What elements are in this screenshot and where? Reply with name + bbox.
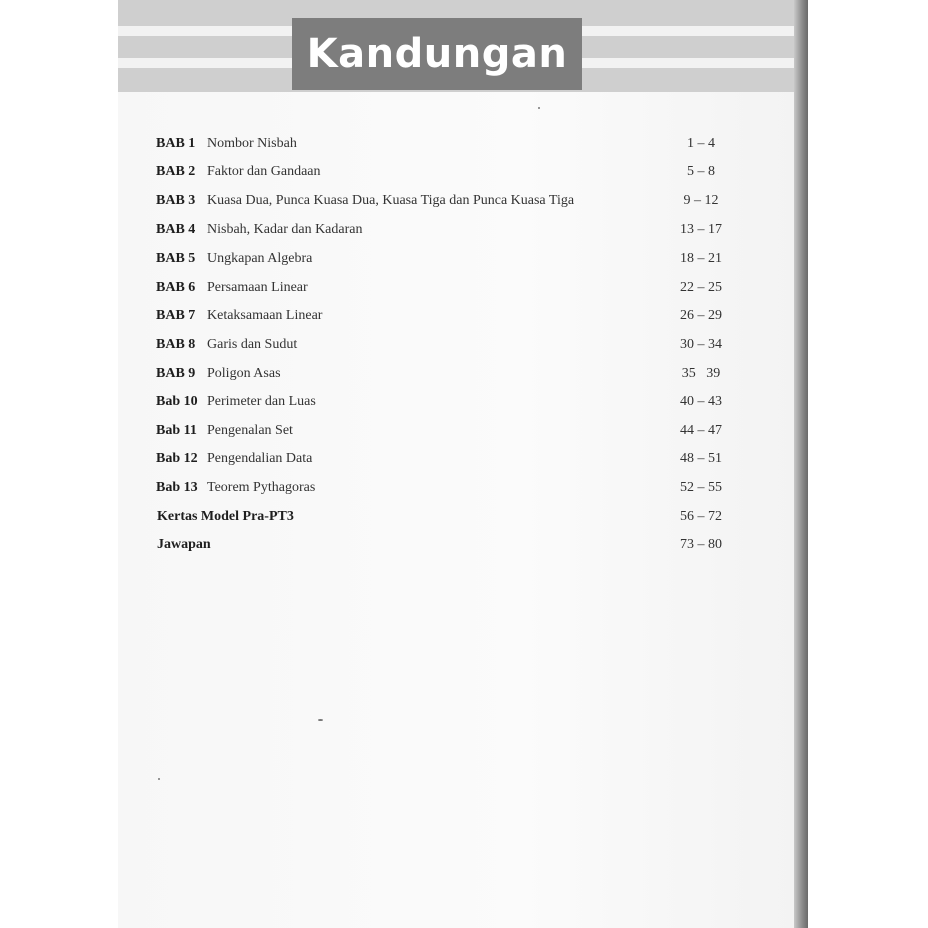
chapter-title: Teorem Pythagoras — [207, 480, 316, 495]
page-range: 48 – 51 — [680, 451, 722, 466]
chapter-title: Garis dan Sudut — [207, 337, 298, 352]
chapter-number: BAB 8 — [156, 337, 196, 352]
chapter-number: Bab 11 — [156, 423, 197, 438]
toc-row — [156, 277, 736, 299]
chapter-number: Bab 12 — [156, 451, 198, 466]
toc-row — [156, 133, 736, 155]
chapter-title: Persamaan Linear — [207, 280, 308, 295]
toc-row — [156, 363, 736, 385]
page-range: 9 – 12 — [683, 193, 719, 208]
page-range: 30 – 34 — [680, 337, 722, 352]
toc-row — [156, 477, 736, 499]
chapter-title: Ketaksamaan Linear — [207, 308, 323, 323]
chapter-title: Perimeter dan Luas — [207, 394, 316, 409]
toc-row — [156, 334, 736, 356]
toc-row — [156, 190, 736, 212]
toc-row — [156, 161, 736, 183]
chapter-title: Poligon Asas — [207, 366, 281, 381]
scan-speck — [158, 778, 160, 780]
page-range: 18 – 21 — [680, 251, 722, 266]
page-range: 13 – 17 — [680, 222, 722, 237]
chapter-number: BAB 9 — [156, 366, 196, 381]
page-range: 1 – 4 — [687, 136, 715, 151]
title-box — [292, 18, 582, 90]
page-range: 22 – 25 — [680, 280, 722, 295]
chapter-title: Ungkapan Algebra — [207, 251, 313, 266]
section-title: Jawapan — [157, 537, 211, 552]
chapter-title: Pengendalian Data — [207, 451, 313, 466]
toc-row — [156, 391, 736, 413]
chapter-number: Bab 10 — [156, 394, 198, 409]
chapter-number: BAB 7 — [156, 308, 196, 323]
scan-speck — [318, 719, 323, 721]
chapter-number: Bab 13 — [156, 480, 198, 495]
scan-speck — [538, 107, 540, 109]
page-range: 73 – 80 — [680, 537, 722, 552]
page-range: 44 – 47 — [680, 423, 722, 438]
page-range: 56 – 72 — [680, 509, 722, 524]
page-title: Kandungan — [306, 31, 568, 77]
section-title: Kertas Model Pra-PT3 — [157, 509, 294, 524]
page-range: 52 – 55 — [680, 480, 722, 495]
page-range: 40 – 43 — [680, 394, 722, 409]
page-range: 35 39 — [681, 366, 721, 381]
toc-row — [156, 305, 736, 327]
chapter-number: BAB 5 — [156, 251, 196, 266]
chapter-number: BAB 6 — [156, 280, 196, 295]
chapter-title: Kuasa Dua, Punca Kuasa Dua, Kuasa Tiga dan Punca Kuasa Tiga — [207, 193, 575, 208]
toc-row — [156, 219, 736, 241]
toc-row — [156, 248, 736, 270]
toc-row — [156, 506, 736, 528]
scan-background-left — [0, 0, 118, 928]
chapter-number: BAB 1 — [156, 136, 196, 151]
toc-row — [156, 534, 736, 556]
chapter-number: BAB 3 — [156, 193, 196, 208]
page-edge-shadow — [794, 0, 808, 928]
chapter-title: Faktor dan Gandaan — [207, 164, 321, 179]
toc-row — [156, 448, 736, 470]
scan-background-right — [808, 0, 928, 928]
chapter-title: Pengenalan Set — [207, 423, 293, 438]
page-range: 5 – 8 — [687, 164, 715, 179]
chapter-number: BAB 2 — [156, 164, 196, 179]
page-range: 26 – 29 — [680, 308, 722, 323]
chapter-title: Nombor Nisbah — [207, 136, 297, 151]
toc-row — [156, 420, 736, 442]
chapter-title: Nisbah, Kadar dan Kadaran — [207, 222, 363, 237]
chapter-number: BAB 4 — [156, 222, 196, 237]
